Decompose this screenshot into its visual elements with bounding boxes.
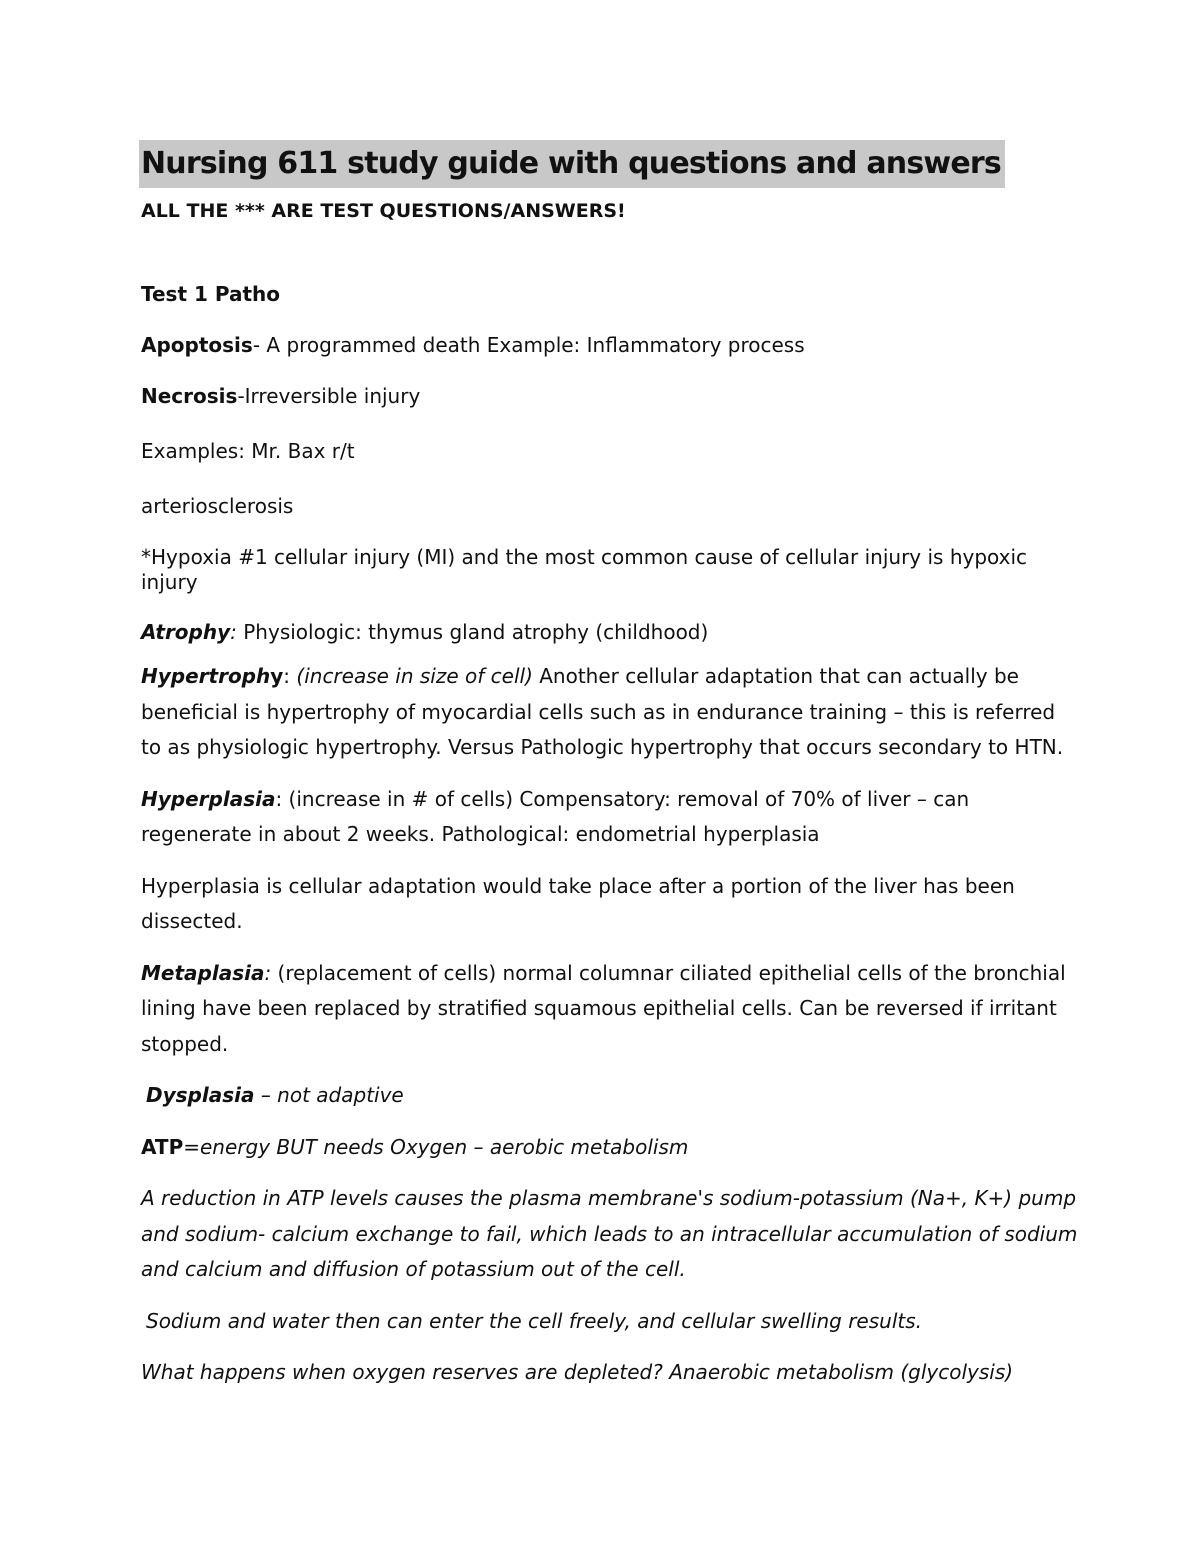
- hypoxia-paragraph: *Hypoxia #1 cellular injury (MI) and the most common cause of cellular injury is hypoxic injury: [141, 545, 1028, 594]
- atrophy-paragraph: [141, 620, 1081, 645]
- metaplasia-text: (replacement of cells) normal columnar ciliated epithelial cells of the bronchial lining have been replaced by stratified squamous epithelial cells. Can be reversed if irritant stopped.: [141, 960, 1066, 1056]
- document-title: Nursing 611 study guide with questions and answers: [139, 140, 1005, 188]
- hyperplasia-term: Hyperplasia: [141, 786, 276, 811]
- apoptosis-text: - A programmed death Example: Inflammatory process: [252, 333, 805, 357]
- hypertrophy-text: Another cellular adaptation that can actually be beneficial is hypertrophy of myocardial cells such as in endurance training – this is referred to as physiologic hypertrophy. Versus Pathologic hypertrophy that occurs secondary to HTN.: [141, 664, 1064, 759]
- examples-paragraph: Examples: Mr. Bax r/t: [141, 439, 355, 463]
- atrophy-term: Atrophy: [141, 620, 231, 644]
- document-page: [141, 140, 1081, 1391]
- arteriosclerosis-paragraph: arteriosclerosis: [141, 494, 294, 518]
- hypertrophy-paren: (increase in size of cell): [290, 664, 533, 688]
- hyperplasia-text: (increase in # of cells) Compensatory: removal of 70% of liver – can regenerate in about 2 weeks. Pathological: endometrial hyperplasia: [141, 786, 970, 846]
- hypertrophy-term-end: y: [270, 664, 284, 688]
- hyperplasia-note-paragraph: Hyperplasia is cellular adaptation would take place after a portion of the liver has been dissected.: [141, 873, 1015, 933]
- atp-term: ATP: [141, 1134, 184, 1159]
- metaplasia-term: Metaplasia: [141, 960, 265, 985]
- section-heading: Test 1 Patho: [141, 282, 281, 306]
- atp-paragraph: [141, 1130, 1081, 1166]
- atp-reduction-paragraph: A reduction in ATP levels causes the plasma membrane's sodium-potassium (Na+, K+) pump and sodium- calcium exchange to fail, which leads to an intracellular accumulation of sodium and calcium and diffusion of potassium out of the cell.: [141, 1186, 1078, 1281]
- oxygen-question-paragraph: What happens when oxygen reserves are depleted? Anaerobic metabolism (glycolysis): [141, 1360, 1014, 1384]
- metaplasia-paragraph: [141, 956, 1081, 1063]
- necrosis-text: -Irreversible injury: [237, 384, 421, 408]
- metaplasia-colon: :: [264, 960, 272, 985]
- necrosis-term: Necrosis: [141, 384, 238, 408]
- hypertrophy-paragraph: [141, 659, 1081, 766]
- atp-text: =energy BUT needs Oxygen – aerobic metabolism: [183, 1134, 689, 1159]
- document-subtitle: ALL THE *** ARE TEST QUESTIONS/ANSWERS!: [141, 200, 626, 222]
- hypertrophy-colon: :: [283, 664, 291, 688]
- hypertrophy-term: Hypertroph: [141, 664, 271, 688]
- sodium-water-paragraph: Sodium and water then can enter the cell freely, and cellular swelling results.: [146, 1308, 922, 1333]
- apoptosis-term: Apoptosis: [141, 333, 253, 357]
- dysplasia-paragraph: [141, 1078, 1081, 1114]
- necrosis-paragraph: [141, 384, 1081, 409]
- atrophy-text: Physiologic: thymus gland atrophy (childhood): [236, 620, 709, 644]
- apoptosis-paragraph: [141, 333, 1081, 358]
- atrophy-colon: :: [230, 620, 237, 644]
- dysplasia-term: Dysplasia: [146, 1083, 255, 1107]
- dysplasia-text: – not adaptive: [254, 1083, 404, 1107]
- hyperplasia-colon: :: [275, 786, 283, 811]
- hyperplasia-paragraph: [141, 782, 1081, 853]
